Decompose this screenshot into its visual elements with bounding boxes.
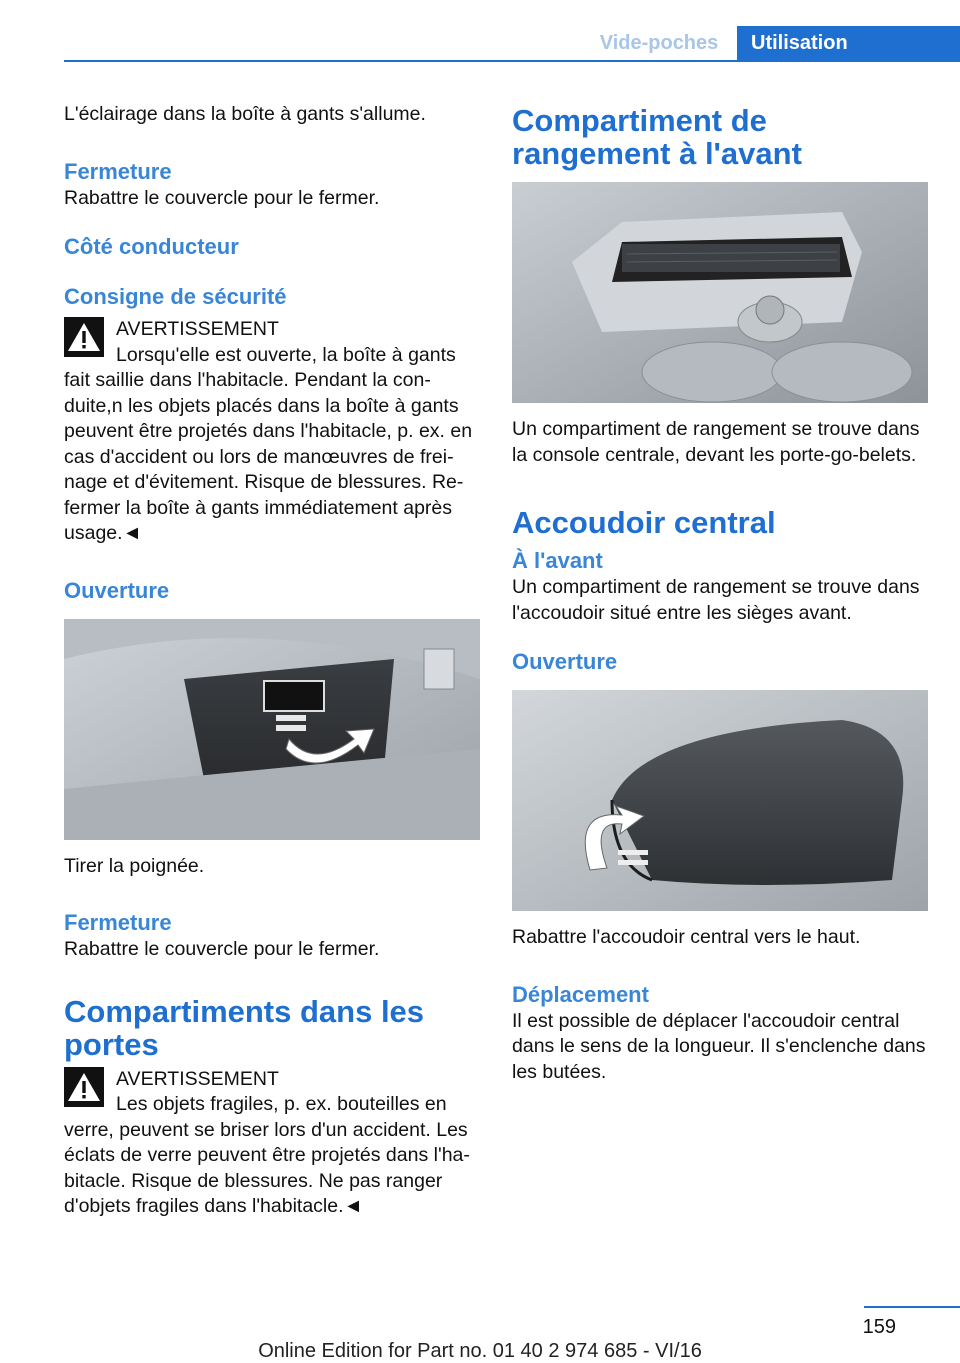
warning-lead: Lorsqu'elle est ouverte, la boîte à gants: [116, 343, 456, 366]
heading-compartiment-avant: Compartiment de rangement à l'avant: [512, 103, 802, 171]
image-caption: Tirer la poignée.: [64, 854, 205, 877]
paragraph: Rabattre le couvercle pour le fermer.: [64, 938, 380, 960]
page-number: 159: [862, 1316, 896, 1338]
warning-text: [64, 343, 480, 547]
heading-fermeture: Fermeture: [64, 158, 172, 184]
warning-body: verre, peuvent se briser lors d'un accident. Les éclats de verre peuvent être projetés dans l'ha-bitacle. Risque de blessures. Ne pas ranger d'objets fragiles dans l'habitacle.◄: [64, 1118, 470, 1217]
heading-accoudoir-central: Accoudoir central: [512, 505, 776, 540]
footer-rule: [864, 1306, 960, 1308]
heading-consigne-securite: Consigne de sécurité: [64, 284, 287, 309]
header-rule: [64, 60, 960, 62]
header-chapter-tab: Utilisation: [737, 26, 960, 60]
heading-a-lavant: À l'avant: [512, 548, 603, 573]
warning-title: AVERTISSEMENT: [116, 1067, 279, 1090]
heading-ouverture: Ouverture: [512, 649, 618, 674]
paragraph: Un compartiment de rangement se trouve dans la console centrale, devant les porte-go-belets.: [512, 418, 920, 466]
warning-lead: Les objets fragiles, p. ex. bouteilles en: [116, 1093, 447, 1115]
heading-fermeture: Fermeture: [64, 910, 172, 935]
armrest-image: [512, 690, 928, 911]
heading-ouverture: Ouverture: [64, 577, 170, 603]
warning-title: AVERTISSEMENT: [116, 318, 279, 340]
glovebox-handle-image: [64, 619, 480, 840]
paragraph: Un compartiment de rangement se trouve dans l'accoudoir situé entre les sièges avant.: [512, 576, 920, 624]
left-column: [64, 90, 480, 1220]
image-caption: Rabattre l'accoudoir central vers le haut.: [512, 926, 861, 948]
footer-edition: Online Edition for Part no. 01 40 2 974 685 - VI/16: [258, 1340, 702, 1362]
heading-compartiments-portes: Compartiments dans les portes: [64, 993, 425, 1062]
front-compartment-image: [512, 182, 928, 403]
paragraph: Rabattre le couvercle pour le fermer.: [64, 186, 380, 209]
warning-text: [64, 1092, 480, 1220]
heading-deplacement: Déplacement: [512, 981, 649, 1007]
warning-icon: [64, 1067, 104, 1107]
warning-body: fait saillie dans l'habitacle. Pendant la con-duite,n les objets placés dans la boîte à gants peuvent être projetés dans l'habitacle, p. ex. en cas d'accident ou lors de manœuvres de frei-nage et d'évitement. Risque de blessures. Re-fermer la boîte à gants immédiatement après usage.◄: [64, 369, 473, 544]
warning-icon: [64, 317, 104, 357]
warning-block: [64, 317, 480, 547]
paragraph: Il est possible de déplacer l'accoudoir central dans le sens de la longueur. Il s'enclenche dans les butées.: [512, 1009, 926, 1083]
heading-cote-conducteur: Côté conducteur: [64, 234, 239, 259]
warning-block: [64, 1067, 480, 1220]
paragraph: L'éclairage dans la boîte à gants s'allume.: [64, 103, 426, 125]
right-column: [512, 90, 930, 1085]
header-section-title: Vide-poches: [599, 32, 719, 54]
